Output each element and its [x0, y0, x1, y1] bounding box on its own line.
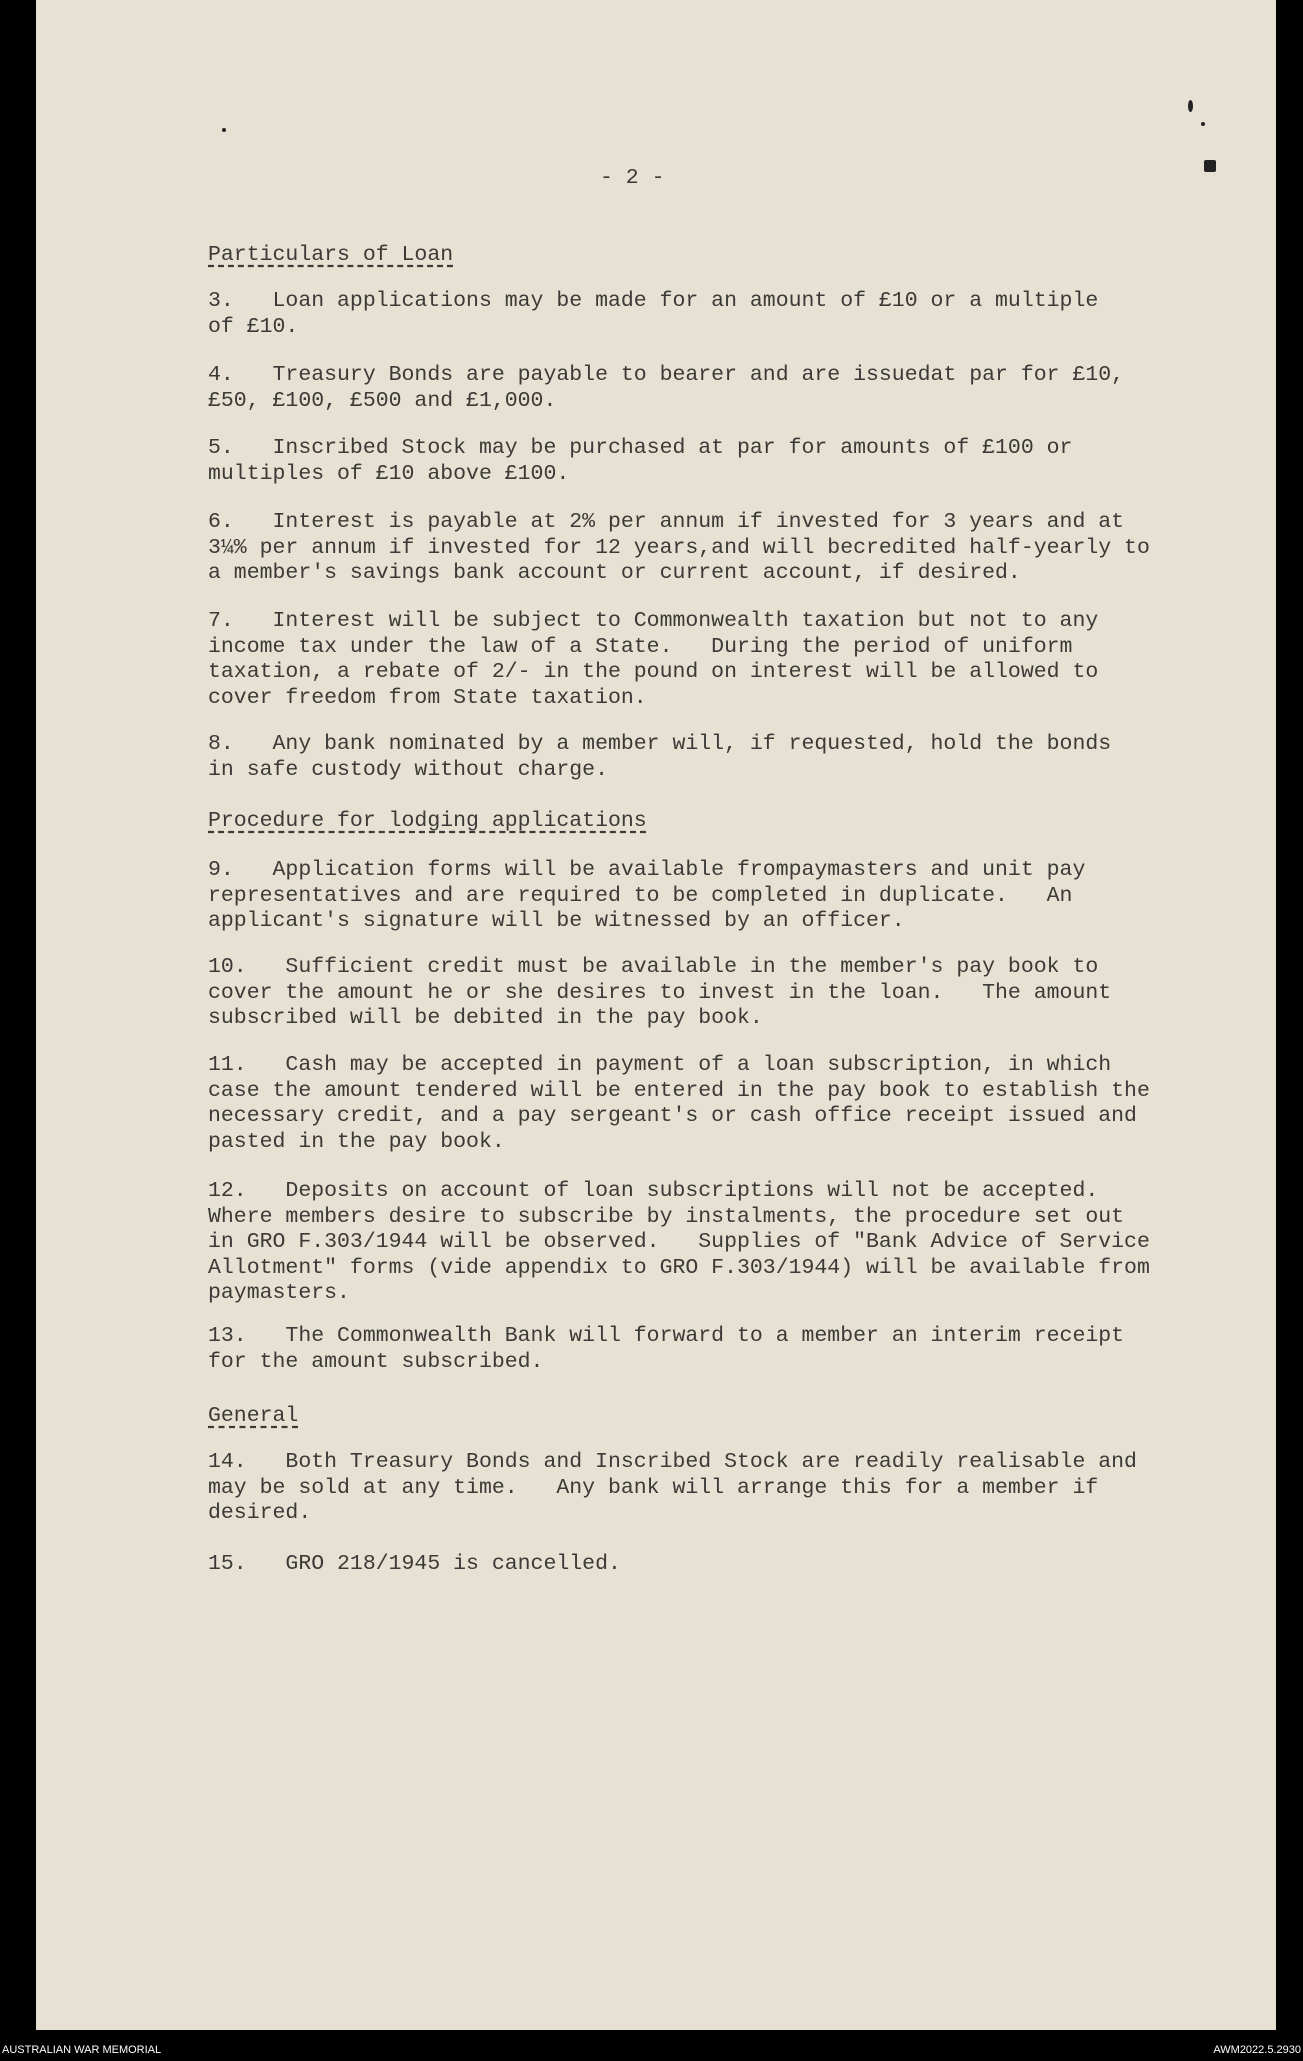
text-line: pasted in the pay book. — [208, 1129, 505, 1154]
ink-speck — [222, 128, 226, 132]
text-line: for the amount subscribed. — [208, 1349, 544, 1374]
paragraph — [208, 858, 1085, 935]
text-line: 11. Cash may be accepted in payment of a loan subscription, in which — [208, 1053, 1112, 1077]
text-line: Allotment" forms (vide appendix to GRO F.303/1944) will be available from — [208, 1255, 1150, 1280]
paragraph — [208, 609, 1098, 711]
text-line: multiples of £10 above £100. — [208, 461, 570, 486]
text-line: taxation, a rebate of 2/- in the pound on interest will be allowed to — [208, 660, 1099, 684]
paragraph — [208, 1324, 1124, 1375]
text-line: applicant's signature will be witnessed by an officer. — [208, 909, 905, 933]
text-line: Procedure for lodging applications — [208, 809, 647, 833]
text-line: in GRO F.303/1944 will be observed. Supplies of "Bank Advice of Service — [208, 1230, 1150, 1254]
text-line: cover the amount he or she desires to invest in the loan. The amount — [208, 980, 1112, 1005]
text-line: case the amount tendered will be entered in the pay book to establish the — [208, 1078, 1150, 1103]
text-line: desired. — [208, 1501, 312, 1525]
text-line: paymasters. — [208, 1281, 350, 1305]
paragraph — [208, 289, 1098, 340]
text-line: 3. Loan applications may be made for an amount of £10 or a multiple — [208, 289, 1099, 313]
text-line: 9. Application forms will be available frompaymasters and unit pay — [208, 858, 1086, 882]
footer-institution: AUSTRALIAN WAR MEMORIAL — [2, 2044, 162, 2056]
text-line: 4. Treasury Bonds are payable to bearer and are issuedat par for £10, — [208, 363, 1125, 387]
text-line: income tax under the law of a State. During the period of uniform — [208, 634, 1073, 659]
section-heading — [208, 809, 647, 835]
paragraph — [208, 732, 1111, 783]
text-line: 10. Sufficient credit must be available in the member's pay book to — [208, 955, 1099, 979]
text-line: in safe custody without charge. — [208, 757, 608, 782]
text-line: £50, £100, £500 and £1,000. — [208, 388, 557, 413]
section-heading — [208, 243, 453, 269]
page-number: - 2 - — [600, 166, 665, 190]
text-line: 12. Deposits on account of loan subscriptions will not be accepted. — [208, 1179, 1099, 1203]
text-line: 5. Inscribed Stock may be purchased at par for amounts of £100 or — [208, 436, 1073, 460]
text-line: representatives and are required to be completed in duplicate. An — [208, 883, 1073, 908]
text-line: Particulars of Loan — [208, 243, 454, 267]
text-line: 3¼% per annum if invested for 12 years,and will becredited half-yearly to — [208, 535, 1150, 560]
text-line: Where members desire to subscribe by instalments, the procedure set out — [208, 1204, 1125, 1229]
text-line: of £10. — [208, 314, 299, 339]
text-line: necessary credit, and a pay sergeant's or cash office receipt issued and — [208, 1104, 1137, 1128]
paragraph — [208, 1053, 1150, 1155]
paragraph — [208, 1179, 1150, 1307]
paragraph — [208, 436, 1072, 487]
ink-speck — [1204, 160, 1216, 172]
text-line: 15. GRO 218/1945 is cancelled. — [208, 1552, 621, 1576]
text-line: 6. Interest is payable at 2% per annum if invested for 3 years and at — [208, 510, 1125, 534]
text-line: General — [208, 1404, 299, 1428]
text-line: 8. Any bank nominated by a member will, if requested, hold the bonds — [208, 732, 1112, 756]
paragraph — [208, 510, 1150, 587]
ink-speck — [1201, 122, 1205, 126]
text-line: subscribed will be debited in the pay book. — [208, 1006, 763, 1030]
text-line: 14. Both Treasury Bonds and Inscribed Stock are readily realisable and — [208, 1450, 1137, 1474]
document-page — [36, 0, 1276, 2030]
paragraph — [208, 1552, 621, 1578]
text-line: a member's savings bank account or current account, if desired. — [208, 561, 1021, 585]
paragraph — [208, 1450, 1137, 1527]
text-line: may be sold at any time. Any bank will arrange this for a member if — [208, 1475, 1099, 1500]
text-line: 7. Interest will be subject to Commonwealth taxation but not to any — [208, 609, 1099, 633]
ink-speck — [1188, 100, 1193, 112]
section-heading — [208, 1404, 298, 1430]
text-line: 13. The Commonwealth Bank will forward to a member an interim receipt — [208, 1324, 1125, 1348]
paragraph — [208, 363, 1124, 414]
footer-accession-number: AWM2022.5.2930 — [1213, 2044, 1301, 2056]
text-line: cover freedom from State taxation. — [208, 685, 647, 710]
paragraph — [208, 955, 1111, 1032]
